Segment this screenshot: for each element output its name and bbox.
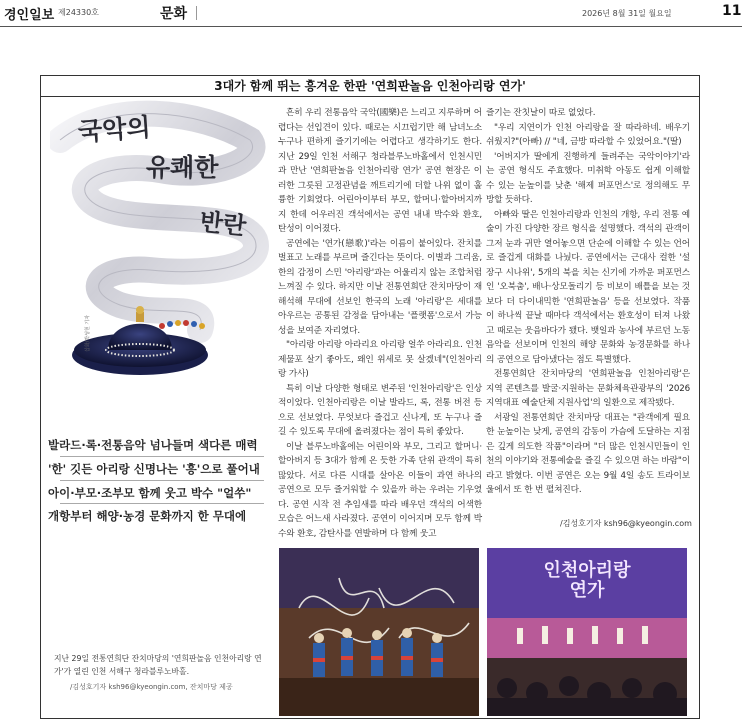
illustration-word-3: 반란	[198, 206, 248, 241]
deck-line-2: '한' 깃든 아리랑 신명나는 '흥'으로 풀어내	[48, 462, 260, 476]
photo-caption: 지난 29일 전통연희단 잔치마당의 '연희판놀음 인천아리랑 연가'가 열린 인천 서해구 청라블루노바홀.	[54, 654, 262, 676]
byline: /김성호기자 ksh96@kyeongin.com	[560, 519, 692, 528]
section-title: 문화	[160, 6, 188, 22]
newspaper-logo: 경인일보	[4, 8, 55, 23]
performance-photo-2	[487, 548, 687, 716]
performance-photo-1	[279, 548, 479, 716]
deck-rule	[60, 480, 264, 481]
body-paragraph: "아리랑 아리랑 아라리요 아리랑 얼쑤 아라리요. 인천 제물포 살기 좋아도, 왜인 위세로 못 살겠네"(인천아리랑 가사)	[278, 340, 482, 379]
body-column-1	[278, 106, 482, 541]
body-paragraph: 흔히 우리 전통음악 국악(國樂)은 느리고 지루하며 어렵다는 선입견이 있다. 때로는 시끄럽기만 해 남녀노소 누구나 편하게 즐기기에는 어렵다고 생각하기도 한다. 지난 29일 인천 서해구 청라블루노바홀에서 인천시민과 만난 '연희판놀음 인천아리랑 연가' 공연 현장은 이러한 그릇된 고정관념을 깨트리기에 더할 나위 없이 훌륭한 기회였다. 어린아이부터 부모, 할머니·할아버지까지 한데 어우러진 객석에서는 공연 내내 박수와 환호, 탄성이 이어졌다.	[278, 108, 482, 234]
deck-rule	[60, 503, 264, 504]
body-paragraph: 전통연희단 잔치마당의 '연희판놀음 인천아리랑'은 지역 콘텐츠를 발굴·지원하는 문화체육관광부의 '2026 지역대표 예술단체 지원사업'의 일환으로 제작됐다.	[486, 369, 690, 408]
body-column-2	[486, 106, 690, 498]
masthead-rule	[0, 26, 742, 27]
illustration-credit: 삽화/박성현 기자	[85, 314, 91, 352]
deck-line-4: 개항부터 해양·농경 문화까지 한 무대에	[48, 509, 247, 523]
body-paragraph: 공연에는 '연가(戀歌)'라는 이름이 붙어있다. 잔치를 벌표고 노래를 부르며 즐긴다는 뜻이다. 이별과 그리움, 한의 감정이 스민 '아리랑'과는 어울리지 않는 조합처럼 느껴질 수 있다. 하지만 이날 전통연희단 잔치마당이 재해석해 무대에 선보인 한국의 노래 '아리랑'은 세대를 아우르는 공통된 감정을 담아내는 '플랫폼'으로서 가능성을 보여준 자리였다.	[278, 238, 482, 336]
body-paragraph: "우리 지연이가 인천 아리랑을 잘 따라하네. 배우기 쉬웠지?"(아빠) // "네, 금방 따라할 수 있었어요."(딸)	[486, 122, 690, 147]
body-paragraph: 즐기는 잔칫날이 따로 없었다.	[486, 108, 596, 118]
body-paragraph: 특히 이날 다양한 형태로 변주된 '인천아리랑'은 인상적이었다. 인천아리랑은 이날 발라드, 록, 전통 버전 등으로 선보였다. 무엇보다 즐겁고 신나게, 또 누구나 즐길 수 있도록 무대에 올려졌다는 점이 특히 좋았다.	[278, 383, 482, 437]
article-headline: 3대가 함께 뛰는 흥겨운 한판 '연희판놀음 인천아리랑 연가'	[214, 79, 526, 93]
deck-line-3: 아이·부모·조부모 함께 웃고 박수 "얼쑤"	[48, 486, 252, 500]
issue-number: 제24330호	[58, 8, 99, 17]
deck-line-1: 발라드·록·전통음악 넘나들며 색다른 매력	[48, 438, 258, 452]
page-number: 11	[722, 3, 742, 19]
photo-banner-text: 인천아리랑 연가	[543, 560, 631, 601]
deck-rule	[60, 456, 264, 457]
body-paragraph: 아빠와 딸은 인천아리랑과 인천의 개항, 우리 전통 예술이 가진 다양한 장르 형식을 설명했다. 객석의 관객이 그저 눈과 귀만 열어놓으면 단순에 이해할 수 있는 언어로 즐겁게 대화를 나눴다. 공연에서는 근대사 컬한 '설장구 시나위', 5개의 북을 치는 신기에 가까운 퍼포먼스인 '오북춤', 배나·상모돌리기 등 비보이 배틀을 보는 것 보다 더 다이내믹한 '연희판놀음' 등을 선보였다. 작품이 하나씩 끝날 때마다 객석에서는 환호성이 터져 나왔고 때로는 웃음바다가 됐다. 뱃일과 농사에 부르던 노동 음악을 선보이며 인천의 해양 문화와 농경문화를 하나의 공연으로 담아냈다는 점도 특별했다.	[486, 209, 690, 365]
photo-credit: /김성호기자 ksh96@kyeongin.com, 잔치마당 제공	[70, 683, 233, 691]
body-paragraph: 서광일 전통연희단 잔치마당 대표는 "관객에게 필요한 눈높이는 낮게, 공연의 감동이 가슴에 도달하는 지점은 깊게 의도한 작품"이라며 "더 많은 인천시민들이 인천의 이야기와 전통예술을 즐길 수 있으면 하는 바람"이라고 밝혔다. 이번 공연은 오는 9월 4일 송도 트라이보울에서 또 한 번 펼쳐진다.	[486, 412, 690, 495]
illustration-word-2: 유쾌한	[146, 153, 219, 182]
body-paragraph: '어버지가 딸에게 진행하게 들려주는 국악이야기'라는 공연 형식도 주효했다. 미취학 아동도 쉽게 이해할 수 있는 눈높이를 낮춘 '해제 퍼포먼스'로 정의해도 무방할 듯하다.	[486, 151, 690, 205]
illustration-word-1: 국악의	[77, 112, 152, 147]
publication-date: 2026년 8월 31일 월요일	[582, 9, 672, 18]
masthead	[0, 0, 742, 28]
headline-rule	[40, 96, 700, 97]
body-paragraph: 이날 블루노바홀에는 어린이와 부모, 그리고 할머니·할아버지 등 3대가 함께 온 듯한 가족 단위 관객이 특히 많았다. 서로 다른 시대를 살아온 이들이 과연 하나의 공연으로 모두 즐거워할 수 있을까 하는 우려는 기우였다. 공연 시작 전 추임새를 따라 배우던 객석의 어색한 모습은 어느새 사라졌다. 공연이 이어지며 모두 함께 박수와 환호, 감탄사를 연발하며 다 함께 웃고	[278, 441, 482, 539]
section-divider	[196, 6, 197, 20]
